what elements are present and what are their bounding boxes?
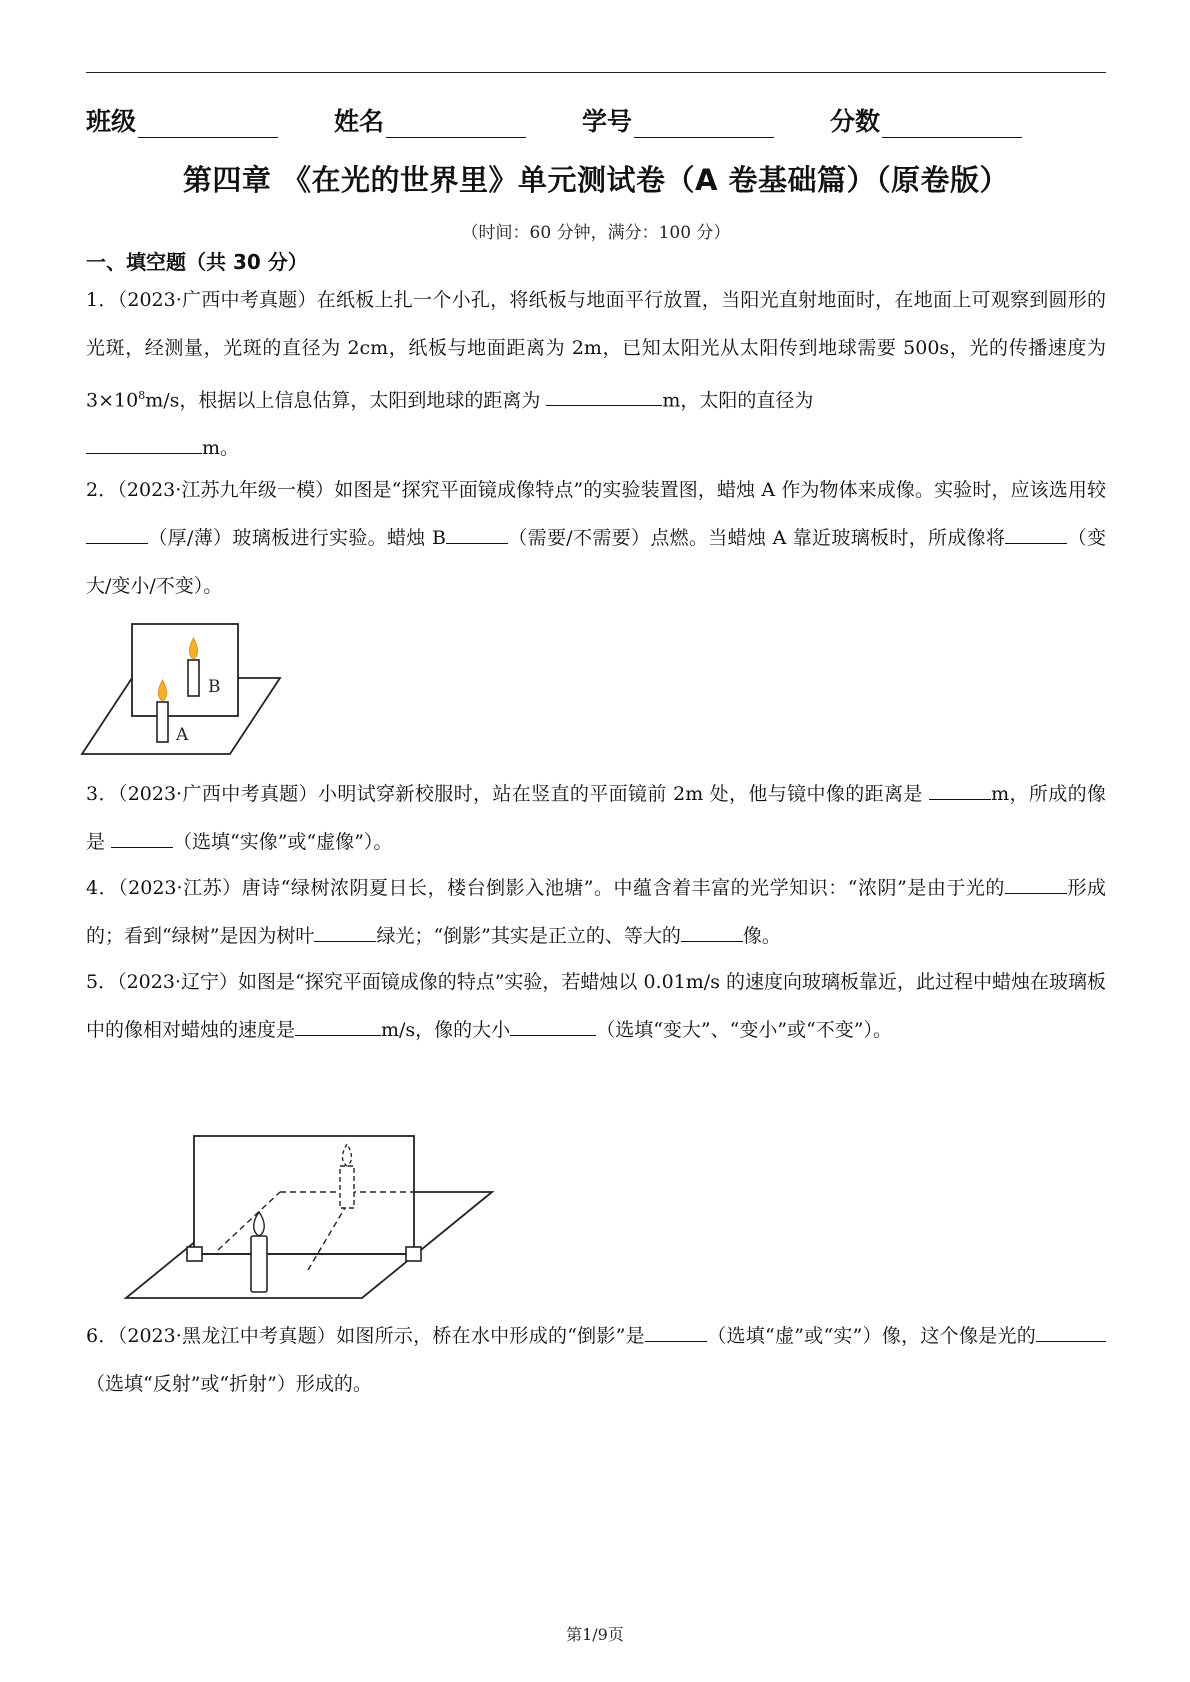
name-field <box>334 98 526 138</box>
q3-blank-2[interactable] <box>111 827 173 848</box>
candle-object <box>251 1236 267 1292</box>
score-label: 分数 <box>830 107 881 136</box>
q4-text-2: 形成的；看到“绿树”是因为树叶 <box>86 877 1106 947</box>
q1-blank-1[interactable] <box>546 385 662 406</box>
question-5 <box>86 958 1106 1054</box>
name-label: 姓名 <box>334 107 385 136</box>
q6-blank-2[interactable] <box>1036 1321 1106 1342</box>
page-subtitle: （时间：60 分钟，满分：100 分） <box>461 223 731 243</box>
glass-plate <box>132 624 238 716</box>
q6-text-2: （选填“虚”或“实”）像，这个像是光的 <box>706 1325 1036 1347</box>
question-1 <box>86 276 1106 472</box>
q2-blank-2[interactable] <box>446 523 508 544</box>
class-blank[interactable] <box>138 111 278 138</box>
q4-text-3: 绿光；“倒影”其实是正立的、等大的 <box>376 925 681 947</box>
q1-text-4: m。 <box>202 437 240 460</box>
score-field <box>830 98 1022 138</box>
candle-b <box>188 660 199 696</box>
q5-blank-1[interactable] <box>295 1015 381 1036</box>
q4-text-1: 4．（2023·江苏）唐诗“绿树浓阴夏日长，楼台倒影入池塘”。中蕴含着丰富的光学知识：“浓阴”是由于光的 <box>86 877 1005 899</box>
question-4 <box>86 864 1106 960</box>
figure-candles-mirror <box>80 618 290 758</box>
q4-blank-2[interactable] <box>314 921 376 942</box>
q3-text-1: 3．（2023·广西中考真题）小明试穿新校服时，站在竖直的平面镜前 2m 处，他与镜中像的距离是 <box>86 783 930 805</box>
q6-text-3: （选填“反射”或“折射”）形成的。 <box>86 1373 372 1395</box>
question-2 <box>86 466 1106 610</box>
q2-blank-3[interactable] <box>1005 523 1067 544</box>
board-clip-right <box>406 1247 421 1261</box>
q1-text-1: 1．（2023·广西中考真题）在纸板上扎一个小孔，将纸板与地面平行放置，当阳光直射地面时，在地面上可观察到圆形的光斑，经测量，光斑的直径为 2cm，纸板与地面距离为 2m，已知太阳光从太阳传到地球需要 500s，光的传播速度为 3×10 <box>86 289 1106 412</box>
q5-text-3: （选填“变大”、“变小”或“不变”）。 <box>596 1019 892 1041</box>
q2-text-2: （厚/薄）玻璃板进行实验。蜡烛 B <box>148 527 446 549</box>
q5-blank-2[interactable] <box>510 1015 596 1036</box>
student-info-row <box>86 98 1106 138</box>
candle-image <box>340 1166 354 1208</box>
q4-blank-3[interactable] <box>681 921 743 942</box>
q6-text-1: 6．（2023·黑龙江中考真题）如图所示，桥在水中形成的“倒影”是 <box>86 1325 645 1347</box>
q3-text-2: m，所成的像是 <box>86 783 1106 853</box>
q6-blank-1[interactable] <box>645 1321 707 1342</box>
section-heading: 一、填空题（共 30 分） <box>86 250 308 274</box>
candle-a <box>157 702 168 742</box>
class-label: 班级 <box>86 107 137 136</box>
id-label: 学号 <box>582 107 633 136</box>
name-blank[interactable] <box>386 111 526 138</box>
q2-text-1: 2．（2023·江苏九年级一模）如图是“探究平面镜成像特点”的实验装置图，蜡烛 A 作为物体来成像。实验时，应该选用较 <box>86 479 1106 501</box>
class-field <box>86 98 278 138</box>
q5-text-1: 5．（2023·辽宁）如图是“探究平面镜成像的特点”实验，若蜡烛以 0.01m/s 的速度向玻璃板靠近，此过程中蜡烛在玻璃板中的像相对蜡烛的速度是 <box>86 971 1106 1041</box>
q5-text-2: m/s，像的大小 <box>381 1019 511 1041</box>
page-footer: 第1/9页 <box>566 1625 624 1644</box>
label-a: A <box>176 725 189 745</box>
q2-text-3: （需要/不需要）点燃。当蜡烛 A 靠近玻璃板时，所成像将 <box>507 527 1006 549</box>
question-6 <box>86 1312 1106 1408</box>
q4-blank-1[interactable] <box>1005 873 1067 894</box>
glass-board <box>194 1136 414 1254</box>
q2-blank-1[interactable] <box>86 523 148 544</box>
q3-blank-1[interactable] <box>929 779 991 800</box>
q1-exponent: 8 <box>138 389 146 402</box>
board-clip-left <box>187 1247 202 1261</box>
q1-text-3: m，太阳的直径为 <box>662 389 814 412</box>
q2-text-4: （变大/变小/不变）。 <box>86 527 1106 597</box>
id-blank[interactable] <box>634 111 774 138</box>
page-title: 第四章 《在光的世界里》单元测试卷（A 卷基础篇）（原卷版） <box>182 163 1010 197</box>
top-rule <box>86 72 1106 73</box>
label-b: B <box>208 677 221 697</box>
figure-mirror-experiment <box>120 1130 500 1310</box>
q1-blank-2[interactable] <box>86 433 202 454</box>
id-field <box>582 98 774 138</box>
q4-text-4: 像。 <box>742 925 781 947</box>
q1-text-2: m/s，根据以上信息估算，太阳到地球的距离为 <box>145 389 547 412</box>
q3-text-3: （选填“实像”或“虚像”）。 <box>173 831 393 853</box>
question-3 <box>86 770 1106 866</box>
score-blank[interactable] <box>882 111 1022 138</box>
